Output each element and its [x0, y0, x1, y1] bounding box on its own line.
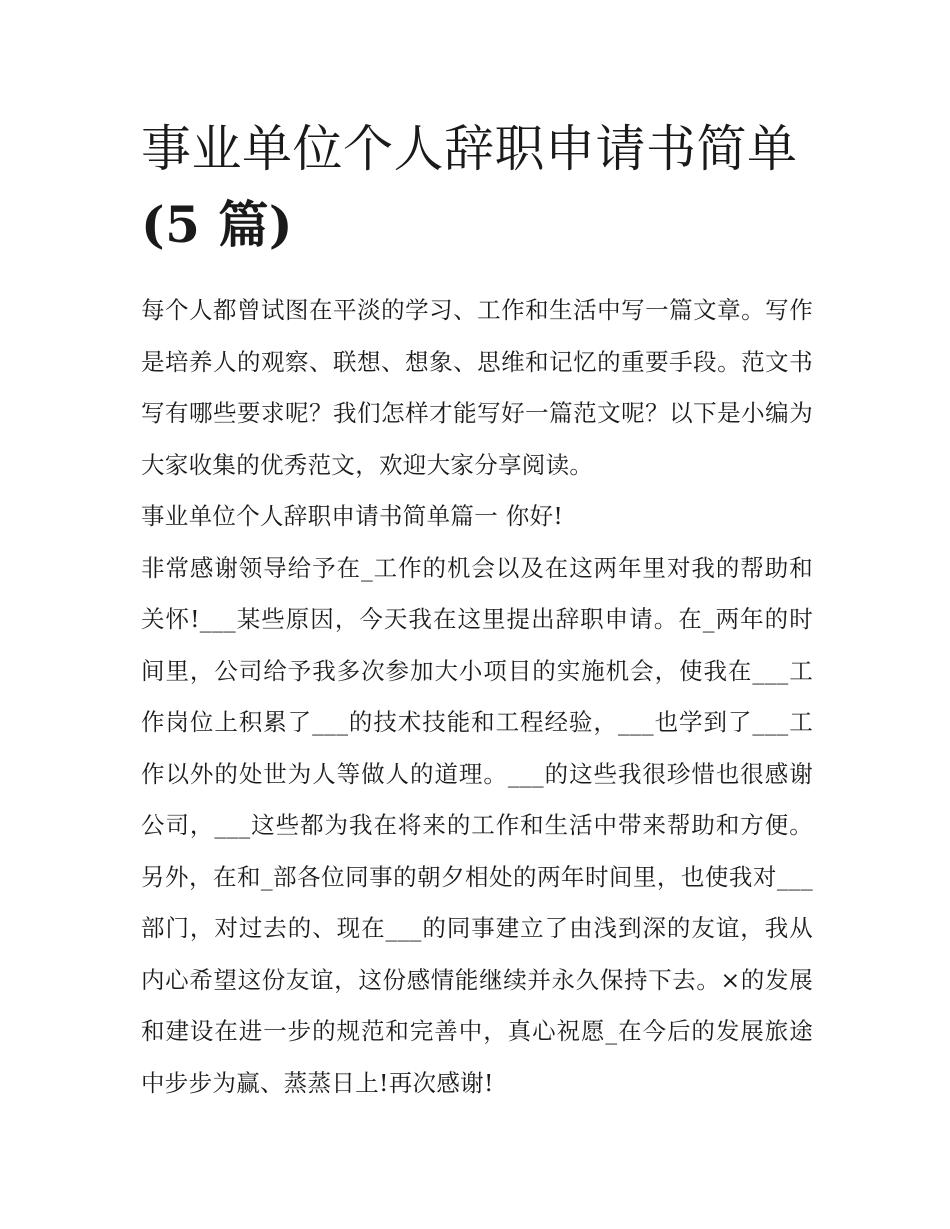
body-paragraph: 非常感谢领导给予在_工作的机会以及在这两年里对我的帮助和关怀!___某些原因，今天我在这里提出辞职申请。在_两年的时间里，公司给予我多次参加大小项目的实施机会，使我在___工作岗位上积累了___的技术技能和工程经验，___也学到了___工作以外的处世为人等做人的道理。___的这些我很珍惜也很感谢公司，___这些都为我在将来的工作和生活中带来帮助和方便。另外，在和_部各位同事的朝夕相处的两年时间里，也使我对___部门，对过去的、现在___的同事建立了由浅到深的友谊，我从内心希望这份友谊，这份感情能继续并永久保持下去。×的发展和建设在进一步的规范和完善中，真心祝愿_在今后的发展旅途中步步为赢、蒸蒸日上!再次感谢! [141, 553, 813, 1097]
document-page [141, 112, 813, 1109]
document-title [141, 112, 813, 263]
title-line-1: 事业单位个人辞职申请书简单 [141, 120, 798, 178]
intro-paragraph: 每个人都曾试图在平淡的学习、工作和生活中写一篇文章。写作是培养人的观察、联想、想象、思维和记忆的重要手段。范文书写有哪些要求呢？我们怎样才能写好一篇范文呢？以下是小编为大家收集的优秀范文，欢迎大家分享阅读。 [141, 296, 813, 479]
title-line-2: (5 篇) [141, 195, 294, 254]
section-heading: 事业单位个人辞职申请书简单篇一 你好! [141, 502, 564, 530]
